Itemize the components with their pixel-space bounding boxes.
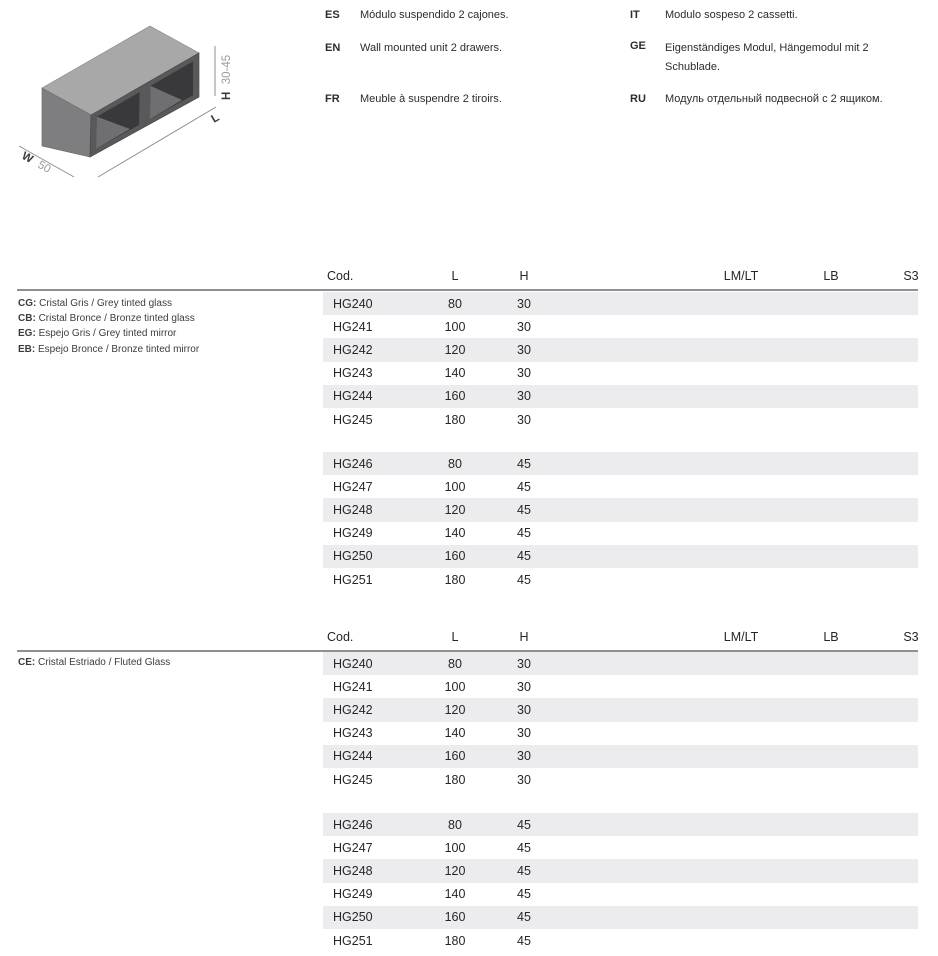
description-text: Wall mounted unit 2 drawers. xyxy=(360,42,503,54)
cell-l: 140 xyxy=(444,526,466,541)
table-row xyxy=(323,452,918,475)
column-header-h: H xyxy=(519,269,529,283)
column-header-cod: Cod. xyxy=(327,630,354,644)
cell-h: 30 xyxy=(517,296,531,311)
column-header-s3: S3 xyxy=(903,269,919,283)
table-row xyxy=(323,545,918,568)
cell-h: 45 xyxy=(517,840,531,855)
cell-h: 45 xyxy=(517,863,531,878)
cell-l: 180 xyxy=(444,412,466,427)
cell-h: 30 xyxy=(517,342,531,357)
description-es xyxy=(325,8,618,22)
cell-h: 30 xyxy=(517,319,531,334)
cell-cod: HG244 xyxy=(333,749,373,764)
cell-l: 80 xyxy=(448,656,462,671)
legend-line: CE: Cristal Estriado / Fluted Glass xyxy=(18,657,171,668)
cell-h: 30 xyxy=(517,702,531,717)
legend-line: CG: Cristal Gris / Grey tinted glass xyxy=(18,298,172,309)
cell-cod: HG240 xyxy=(333,296,373,311)
cell-l: 100 xyxy=(444,479,466,494)
language-code: ES xyxy=(325,9,340,21)
table-row xyxy=(323,906,918,929)
cell-cod: HG250 xyxy=(333,549,373,564)
legend-line: EB: Espejo Bronce / Bronze tinted mirror xyxy=(18,343,200,355)
cell-l: 140 xyxy=(444,366,466,381)
table-row xyxy=(323,813,918,836)
height-dimension-label: H 30-45 xyxy=(221,54,233,100)
table-row xyxy=(323,362,918,385)
description-it xyxy=(630,8,923,22)
description-ge xyxy=(630,39,883,77)
cell-cod: HG242 xyxy=(333,702,373,717)
cell-l: 140 xyxy=(444,726,466,741)
cell-h: 45 xyxy=(517,456,531,471)
cell-h: 30 xyxy=(517,412,531,427)
column-header-l: L xyxy=(451,269,459,283)
cell-h: 45 xyxy=(517,572,531,587)
cell-l: 160 xyxy=(444,389,466,404)
table-row xyxy=(323,859,918,882)
cell-cod: HG246 xyxy=(333,817,373,832)
cell-h: 45 xyxy=(517,817,531,832)
cell-l: 120 xyxy=(444,702,466,717)
cell-h: 30 xyxy=(517,366,531,381)
table2-group-h30 xyxy=(323,652,918,791)
cell-cod: HG243 xyxy=(333,366,373,381)
table-row xyxy=(323,408,918,431)
width-dimension-label: W 50 xyxy=(19,150,53,176)
cell-cod: HG248 xyxy=(333,863,373,878)
product-drawing xyxy=(10,20,240,190)
cell-l: 160 xyxy=(444,749,466,764)
table-row xyxy=(323,675,918,698)
table-row xyxy=(323,475,918,498)
column-header-lmlt: LM/LT xyxy=(723,269,759,283)
description-ru xyxy=(630,92,923,106)
description-text: Модуль отдельный подвесной с 2 ящиком. xyxy=(665,93,883,105)
table-row xyxy=(323,568,918,591)
cell-h: 30 xyxy=(517,679,531,694)
cell-cod: HG244 xyxy=(333,389,373,404)
table-row xyxy=(323,315,918,338)
table-row xyxy=(323,522,918,545)
language-code: FR xyxy=(325,93,340,105)
description-text: Modulo sospeso 2 cassetti. xyxy=(665,9,798,21)
table-row xyxy=(323,768,918,791)
cell-cod: HG245 xyxy=(333,772,373,787)
cell-h: 45 xyxy=(517,479,531,494)
table2-legend xyxy=(18,655,170,670)
column-header-lmlt: LM/LT xyxy=(723,630,759,644)
cell-cod: HG240 xyxy=(333,656,373,671)
cell-h: 30 xyxy=(517,772,531,787)
cell-h: 45 xyxy=(517,526,531,541)
column-header-s3: S3 xyxy=(903,630,919,644)
table-row xyxy=(323,652,918,675)
cell-h: 45 xyxy=(517,933,531,948)
table2-header-row xyxy=(323,620,926,645)
cell-l: 120 xyxy=(444,502,466,517)
language-code: EN xyxy=(325,42,341,54)
cell-h: 30 xyxy=(517,749,531,764)
cell-cod: HG247 xyxy=(333,840,373,855)
cell-cod: HG241 xyxy=(333,679,373,694)
column-header-lb: LB xyxy=(823,630,839,644)
cell-h: 45 xyxy=(517,502,531,517)
legend-line: EG: Espejo Gris / Grey tinted mirror xyxy=(18,328,177,340)
language-code: GE xyxy=(630,40,646,52)
column-header-cod: Cod. xyxy=(327,269,354,283)
cell-l: 100 xyxy=(444,679,466,694)
cell-cod: HG245 xyxy=(333,412,373,427)
cell-l: 140 xyxy=(444,887,466,902)
legend-line: CB: Cristal Bronce / Bronze tinted glass xyxy=(18,313,195,325)
cell-l: 120 xyxy=(444,863,466,878)
cell-cod: HG247 xyxy=(333,479,373,494)
description-fr xyxy=(325,92,618,106)
cell-cod: HG243 xyxy=(333,726,373,741)
description-text: Módulo suspendido 2 cajones. xyxy=(360,9,509,21)
description-text: Eigenständiges Modul, Hängemodul mit 2 Schublade. xyxy=(665,42,869,73)
cell-h: 30 xyxy=(517,389,531,404)
length-dimension-label: L xyxy=(209,111,222,126)
cell-h: 45 xyxy=(517,887,531,902)
cell-h: 45 xyxy=(517,549,531,564)
description-text: Meuble à suspendre 2 tiroirs. xyxy=(360,93,502,105)
cell-h: 30 xyxy=(517,656,531,671)
cell-cod: HG248 xyxy=(333,502,373,517)
table-row xyxy=(323,498,918,521)
table1-header-rule xyxy=(17,289,918,291)
table1-legend xyxy=(18,296,199,357)
cell-l: 180 xyxy=(444,772,466,787)
description-en xyxy=(325,41,618,55)
cell-cod: HG251 xyxy=(333,933,373,948)
cell-l: 80 xyxy=(448,296,462,311)
table-row xyxy=(323,929,918,952)
cell-l: 80 xyxy=(448,817,462,832)
table1-header-row xyxy=(323,259,926,284)
cell-l: 180 xyxy=(444,572,466,587)
cell-l: 120 xyxy=(444,342,466,357)
cell-l: 80 xyxy=(448,456,462,471)
table-row xyxy=(323,338,918,361)
table-row xyxy=(323,745,918,768)
table1-group-h45 xyxy=(323,452,918,591)
cell-cod: HG242 xyxy=(333,342,373,357)
cell-l: 100 xyxy=(444,840,466,855)
table-row xyxy=(323,698,918,721)
cell-h: 30 xyxy=(517,726,531,741)
language-code: RU xyxy=(630,93,646,105)
cell-cod: HG241 xyxy=(333,319,373,334)
cell-cod: HG251 xyxy=(333,572,373,587)
cell-l: 160 xyxy=(444,549,466,564)
cell-cod: HG250 xyxy=(333,910,373,925)
column-header-l: L xyxy=(451,630,459,644)
table-row xyxy=(323,883,918,906)
column-header-h: H xyxy=(519,630,529,644)
table2-group-h45 xyxy=(323,813,918,952)
cell-cod: HG249 xyxy=(333,526,373,541)
table-row xyxy=(323,385,918,408)
language-code: IT xyxy=(630,9,640,21)
column-header-lb: LB xyxy=(823,269,839,283)
cell-cod: HG246 xyxy=(333,456,373,471)
cell-l: 100 xyxy=(444,319,466,334)
cell-l: 180 xyxy=(444,933,466,948)
table-row xyxy=(323,836,918,859)
cell-h: 45 xyxy=(517,910,531,925)
cell-l: 160 xyxy=(444,910,466,925)
table-row xyxy=(323,722,918,745)
table-row xyxy=(323,292,918,315)
cell-cod: HG249 xyxy=(333,887,373,902)
table1-group-h30 xyxy=(323,292,918,431)
